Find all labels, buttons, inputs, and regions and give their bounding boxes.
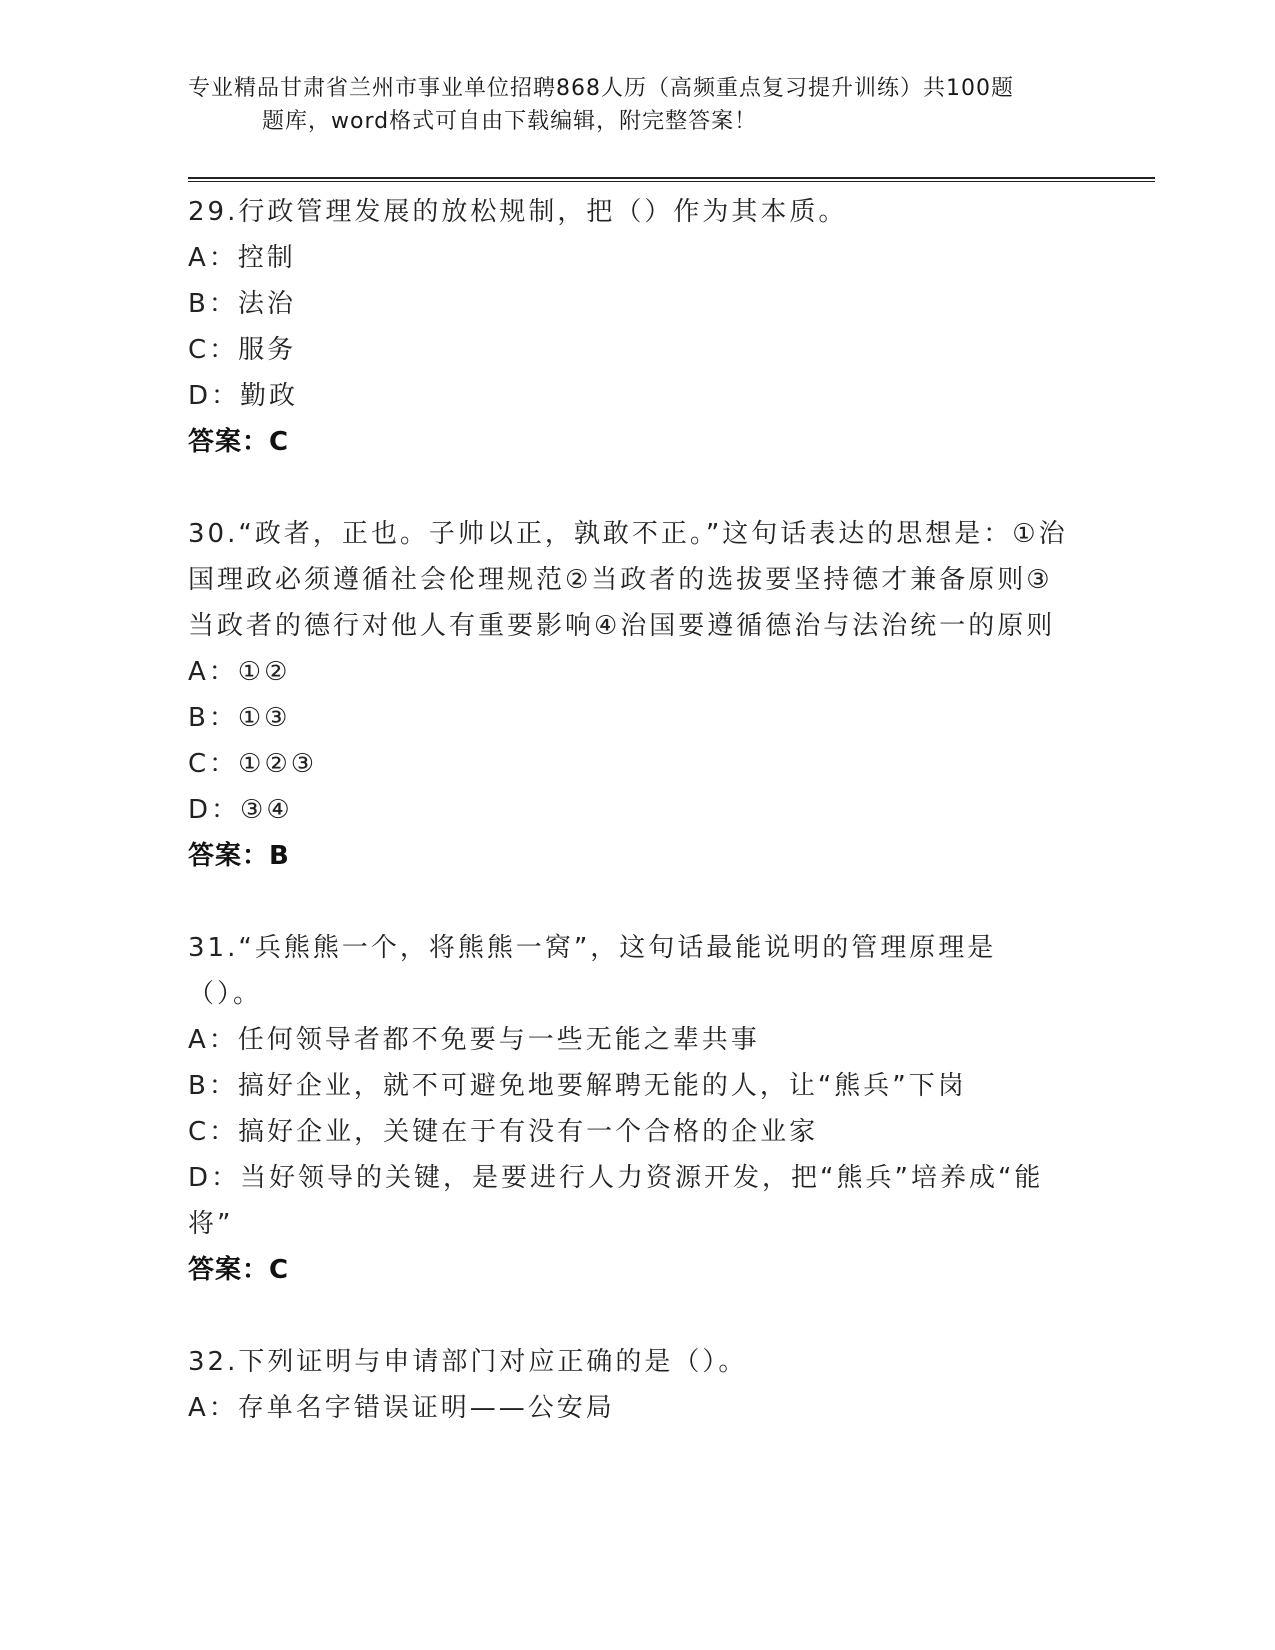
option-d: D：当好领导的关键，是要进行人力资源开发，把“熊兵”培养成“能将” [188,1163,1044,1239]
option-c: C：①②③ [188,749,318,779]
answer-label: 答案：B [188,841,290,871]
question-list [188,189,1088,1477]
header-title-line1: 专业精品甘肃省兰州市事业单位招聘868人历（高频重点复习提升训练）共100题 [188,76,1014,101]
question-text: 29.行政管理发展的放松规制，把（）作为其本质。 [188,197,848,227]
option-d: D：③④ [188,795,293,825]
header-title-line2: 题库，word格式可自由下载编辑，附完整答案！ [262,109,758,134]
answer-label: 答案：C [188,427,290,457]
question-32 [188,1339,1088,1431]
option-c: C：服务 [188,335,297,365]
option-b: B：法治 [188,289,296,319]
answer-label: 答案：C [188,1255,290,1285]
question-31 [188,925,1088,1293]
option-b: B：①③ [188,703,291,733]
question-30 [188,511,1088,879]
option-a: A：①② [188,657,291,687]
document-header [188,72,1088,138]
option-a: A：控制 [188,243,296,273]
header-divider-thin [188,181,1155,182]
option-a: A：存单名字错误证明——公安局 [188,1393,615,1423]
header-divider-thick [188,177,1155,179]
question-text: 30.“政者，正也。子帅以正，孰敢不正。”这句话表达的思想是：①治国理政必须遵循社会伦理规范②当政者的选拔要坚持德才兼备原则③当政者的德行对他人有重要影响④治国要遵循德治与法治统一的原则 [188,519,1068,641]
question-29 [188,189,1088,465]
option-b: B：搞好企业，就不可避免地要解聘无能的人，让“熊兵”下岗 [188,1071,967,1101]
option-a: A：任何领导者都不免要与一些无能之辈共事 [188,1025,760,1055]
option-d: D：勤政 [188,381,299,411]
question-text: 32.下列证明与申请部门对应正确的是（）。 [188,1347,748,1377]
question-text: 31.“兵熊熊一个，将熊熊一窝”，这句话最能说明的管理原理是（）。 [188,933,997,1009]
option-c: C：搞好企业，关键在于有没有一个合格的企业家 [188,1117,819,1147]
